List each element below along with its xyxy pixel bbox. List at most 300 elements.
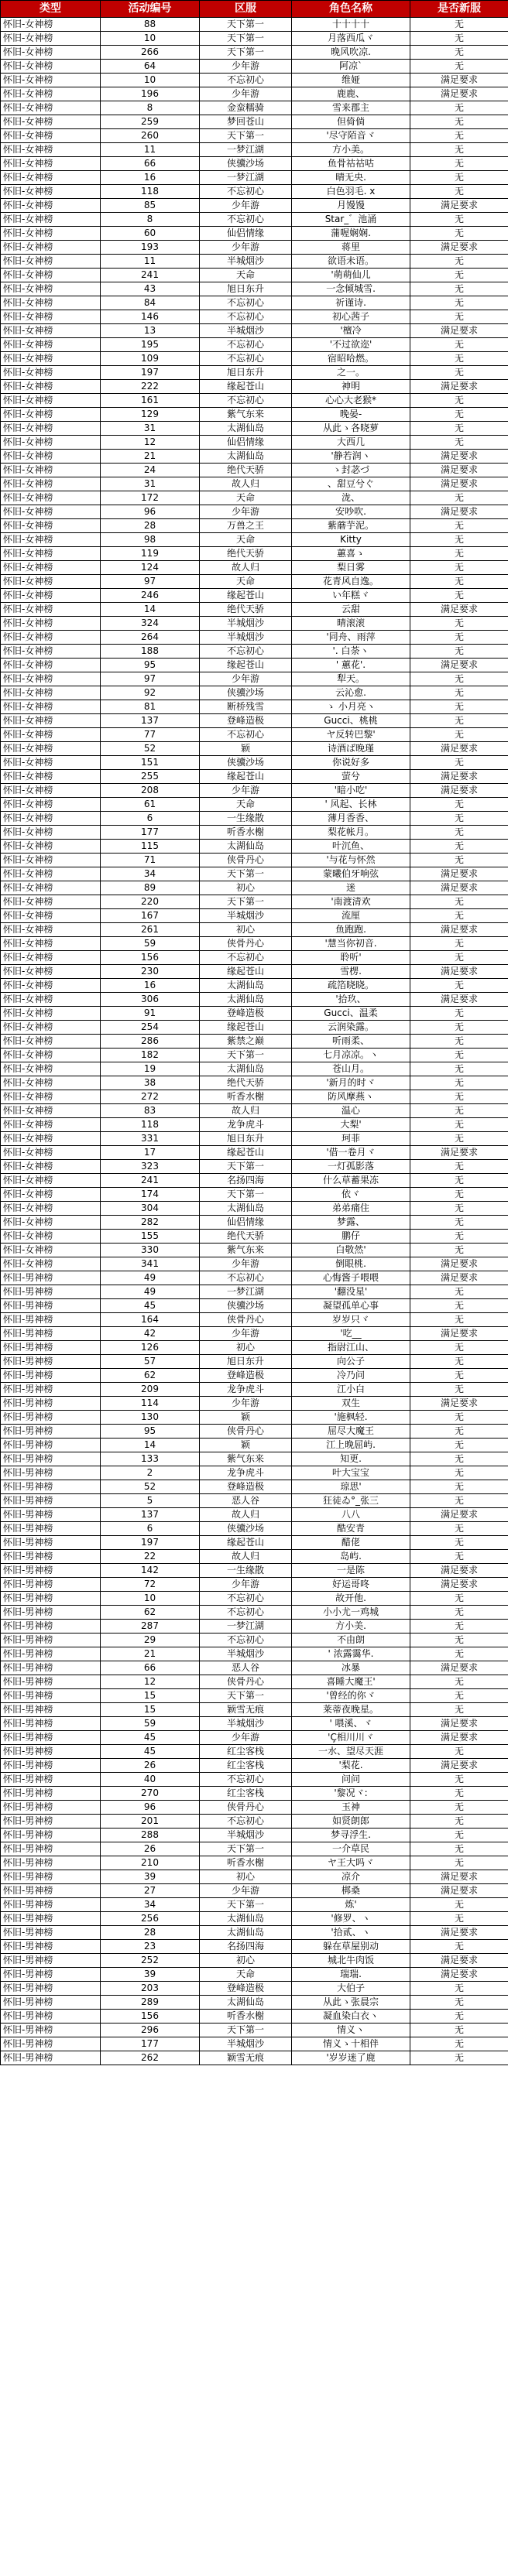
cell-activity-id: 287: [101, 1620, 200, 1634]
cell-type: 怀旧-女神榜: [1, 1090, 101, 1104]
cell-server: 初心: [200, 881, 292, 895]
cell-type: 怀旧-男神榜: [1, 1703, 101, 1717]
cell-role-name: 江小白: [292, 1383, 410, 1397]
cell-type: 怀旧-女神榜: [1, 1174, 101, 1188]
cell-server: 半城烟沙: [200, 617, 292, 631]
cell-role-name: 温心: [292, 1104, 410, 1118]
cell-type: 怀旧-女神榜: [1, 394, 101, 408]
cell-server: 绝代天骄: [200, 1076, 292, 1090]
cell-type: 怀旧-男神榜: [1, 1773, 101, 1787]
cell-server: 缘起苍山: [200, 659, 292, 672]
cell-new-server: 无: [410, 1982, 508, 1996]
cell-type: 怀旧-女神榜: [1, 269, 101, 282]
cell-server: 初心: [200, 1870, 292, 1884]
cell-new-server: 无: [410, 895, 508, 909]
cell-role-name: 从此ゝ各晓萝: [292, 422, 410, 436]
cell-server: 天下第一: [200, 1188, 292, 1202]
cell-activity-id: 34: [101, 1898, 200, 1912]
cell-new-server: 满足要求: [410, 1661, 508, 1675]
table-row: [1, 324, 508, 338]
cell-activity-id: 196: [101, 87, 200, 101]
cell-new-server: 无: [410, 1787, 508, 1801]
cell-server: 颖雪无痕: [200, 2051, 292, 2065]
cell-server: 听香水榭: [200, 2010, 292, 2024]
cell-type: 怀旧-女神榜: [1, 450, 101, 464]
table-row: [1, 826, 508, 840]
cell-type: 怀旧-女神榜: [1, 645, 101, 659]
table-row: [1, 1202, 508, 1216]
cell-role-name: '梨花.: [292, 1759, 410, 1773]
cell-type: 怀旧-女神榜: [1, 1118, 101, 1132]
cell-server: 绝代天骄: [200, 1230, 292, 1244]
table-row: [1, 1049, 508, 1062]
cell-type: 怀旧-男神榜: [1, 1801, 101, 1815]
table-row: [1, 728, 508, 742]
cell-activity-id: 119: [101, 547, 200, 561]
cell-type: 怀旧-男神榜: [1, 1661, 101, 1675]
table-row: [1, 1606, 508, 1620]
cell-role-name: 方小美.: [292, 1620, 410, 1634]
cell-role-name: い年糕ヾ: [292, 589, 410, 603]
cell-activity-id: 210: [101, 1856, 200, 1870]
cell-type: 怀旧-男神榜: [1, 1439, 101, 1452]
cell-role-name: 紫蘑芋泥。: [292, 519, 410, 533]
cell-activity-id: 208: [101, 784, 200, 798]
cell-activity-id: 241: [101, 269, 200, 282]
cell-new-server: 满足要求: [410, 1146, 508, 1160]
cell-new-server: 无: [410, 1202, 508, 1216]
cell-new-server: 无: [410, 352, 508, 366]
table-row: [1, 854, 508, 867]
cell-role-name: 指尉江山、: [292, 1341, 410, 1355]
cell-new-server: 无: [410, 840, 508, 854]
cell-new-server: 无: [410, 1745, 508, 1759]
cell-server: 少年游: [200, 1731, 292, 1745]
cell-new-server: 满足要求: [410, 505, 508, 519]
table-row: [1, 2024, 508, 2037]
cell-new-server: 无: [410, 1313, 508, 1327]
cell-activity-id: 262: [101, 2051, 200, 2065]
cell-server: 不忘初心: [200, 1606, 292, 1620]
table-row: [1, 1369, 508, 1383]
table-row: [1, 366, 508, 380]
cell-activity-id: 59: [101, 1717, 200, 1731]
cell-new-server: 无: [410, 519, 508, 533]
cell-server: 太湖仙岛: [200, 993, 292, 1007]
cell-server: 绝代天骄: [200, 603, 292, 617]
cell-type: 怀旧-女神榜: [1, 1062, 101, 1076]
cell-type: 怀旧-男神榜: [1, 1856, 101, 1870]
cell-role-name: 双生: [292, 1397, 410, 1411]
table-row: [1, 1216, 508, 1230]
table-row: [1, 450, 508, 464]
table-row: [1, 895, 508, 909]
cell-role-name: 白敬然': [292, 1244, 410, 1257]
cell-server: 侠骨丹心: [200, 1425, 292, 1439]
cell-role-name: ヤ反转巴黎': [292, 728, 410, 742]
cell-role-name: 梆桑: [292, 1884, 410, 1898]
table-row: [1, 1494, 508, 1508]
cell-new-server: 无: [410, 1522, 508, 1536]
cell-role-name: 从此ゝ张晨宗: [292, 1996, 410, 2010]
cell-activity-id: 84: [101, 296, 200, 310]
cell-new-server: 无: [410, 1355, 508, 1369]
cell-new-server: 满足要求: [410, 324, 508, 338]
cell-type: 怀旧-女神榜: [1, 352, 101, 366]
table-row: [1, 1452, 508, 1466]
table-row: [1, 1661, 508, 1675]
cell-role-name: 小小尤一鸡城: [292, 1606, 410, 1620]
cell-role-name: 喜睡大魔王': [292, 1675, 410, 1689]
cell-activity-id: 146: [101, 310, 200, 324]
cell-type: 怀旧-女神榜: [1, 157, 101, 171]
cell-server: 不忘初心: [200, 185, 292, 199]
cell-new-server: 无: [410, 1244, 508, 1257]
cell-activity-id: 261: [101, 923, 200, 937]
cell-activity-id: 137: [101, 1508, 200, 1522]
table-row: [1, 185, 508, 199]
cell-server: 龙争虎斗: [200, 1118, 292, 1132]
cell-type: 怀旧-女神榜: [1, 547, 101, 561]
cell-server: 一梦江湖: [200, 1285, 292, 1299]
cell-activity-id: 89: [101, 881, 200, 895]
cell-server: 登峰造极: [200, 1480, 292, 1494]
cell-activity-id: 256: [101, 1912, 200, 1926]
cell-type: 怀旧-女神榜: [1, 60, 101, 74]
table-row: [1, 1550, 508, 1564]
cell-activity-id: 96: [101, 505, 200, 519]
cell-role-name: 大西几: [292, 436, 410, 450]
cell-activity-id: 156: [101, 951, 200, 965]
cell-server: 仙侣情缘: [200, 227, 292, 241]
cell-type: 怀旧-女神榜: [1, 115, 101, 129]
cell-new-server: 无: [410, 826, 508, 840]
cell-activity-id: 92: [101, 686, 200, 700]
cell-role-name: 心悔酱子喂喂: [292, 1271, 410, 1285]
cell-type: 怀旧-女神榜: [1, 686, 101, 700]
cell-role-name: 一是陈: [292, 1564, 410, 1578]
cell-new-server: 无: [410, 1996, 508, 2010]
cell-new-server: 无: [410, 1815, 508, 1829]
cell-new-server: 无: [410, 547, 508, 561]
cell-new-server: 无: [410, 1132, 508, 1146]
table-row: [1, 686, 508, 700]
cell-server: 初心: [200, 923, 292, 937]
cell-activity-id: 62: [101, 1369, 200, 1383]
cell-activity-id: 296: [101, 2024, 200, 2037]
cell-server: 半城烟沙: [200, 255, 292, 269]
cell-activity-id: 96: [101, 1801, 200, 1815]
table-row: [1, 60, 508, 74]
cell-server: 半城烟沙: [200, 1717, 292, 1731]
cell-role-name: 祈谨诗.: [292, 296, 410, 310]
cell-activity-id: 77: [101, 728, 200, 742]
cell-type: 怀旧-男神榜: [1, 1327, 101, 1341]
cell-role-name: 白色羽毛. x: [292, 185, 410, 199]
cell-server: 天下第一: [200, 1898, 292, 1912]
cell-type: 怀旧-女神榜: [1, 533, 101, 547]
cell-role-name: '拾玖、: [292, 993, 410, 1007]
table-row: [1, 1466, 508, 1480]
cell-new-server: 满足要求: [410, 1884, 508, 1898]
cell-new-server: 无: [410, 575, 508, 589]
table-row: [1, 1425, 508, 1439]
cell-role-name: 冰暴: [292, 1661, 410, 1675]
cell-role-name: 晴滚滚: [292, 617, 410, 631]
cell-type: 怀旧-男神榜: [1, 1759, 101, 1773]
cell-server: 不忘初心: [200, 394, 292, 408]
cell-role-name: 云甜: [292, 603, 410, 617]
header-activity-id: 活动编号: [101, 1, 200, 18]
cell-new-server: 无: [410, 937, 508, 951]
cell-activity-id: 172: [101, 491, 200, 505]
cell-activity-id: 2: [101, 1466, 200, 1480]
cell-type: 怀旧-女神榜: [1, 993, 101, 1007]
cell-server: 颖: [200, 1411, 292, 1425]
cell-role-name: 炼': [292, 1898, 410, 1912]
cell-type: 怀旧-女神榜: [1, 1049, 101, 1062]
table-row: [1, 1383, 508, 1397]
cell-type: 怀旧-女神榜: [1, 770, 101, 784]
cell-server: 绝代天骄: [200, 547, 292, 561]
cell-new-server: 无: [410, 1160, 508, 1174]
cell-activity-id: 331: [101, 1132, 200, 1146]
cell-role-name: 雪楞.: [292, 965, 410, 979]
table-row: [1, 700, 508, 714]
cell-server: 侠骥沙场: [200, 1299, 292, 1313]
cell-server: 太湖仙岛: [200, 422, 292, 436]
cell-new-server: 无: [410, 1341, 508, 1355]
cell-server: 太湖仙岛: [200, 840, 292, 854]
table-row: [1, 1634, 508, 1647]
cell-type: 怀旧-男神榜: [1, 1884, 101, 1898]
cell-activity-id: 195: [101, 338, 200, 352]
cell-new-server: 无: [410, 1452, 508, 1466]
table-row: [1, 1801, 508, 1815]
cell-activity-id: 97: [101, 575, 200, 589]
cell-role-name: 初心茜子: [292, 310, 410, 324]
table-row: [1, 1717, 508, 1731]
cell-role-name: 迷: [292, 881, 410, 895]
cell-role-name: 酷安青: [292, 1522, 410, 1536]
table-row: [1, 227, 508, 241]
cell-activity-id: 95: [101, 659, 200, 672]
cell-role-name: 欲语未语。: [292, 255, 410, 269]
cell-activity-id: 26: [101, 1842, 200, 1856]
cell-new-server: 无: [410, 700, 508, 714]
cell-new-server: 满足要求: [410, 450, 508, 464]
table-row: [1, 714, 508, 728]
cell-role-name: 好运哥咚: [292, 1578, 410, 1592]
cell-server: 仙侣情缘: [200, 436, 292, 450]
table-row: [1, 1285, 508, 1299]
cell-role-name: 、甜豆兮ぐ: [292, 477, 410, 491]
cell-activity-id: 10: [101, 32, 200, 46]
cell-role-name: 花青风自逸。: [292, 575, 410, 589]
table-row: [1, 18, 508, 32]
cell-server: 登峰造极: [200, 1369, 292, 1383]
table-row: [1, 840, 508, 854]
cell-role-name: 流厘: [292, 909, 410, 923]
cell-role-name: Gucci、温柔: [292, 1007, 410, 1021]
cell-role-name: 安吵吹.: [292, 505, 410, 519]
cell-server: 太湖仙岛: [200, 1926, 292, 1940]
cell-new-server: 无: [410, 1383, 508, 1397]
cell-type: 怀旧-女神榜: [1, 46, 101, 60]
cell-server: 少年游: [200, 1327, 292, 1341]
table-row: [1, 46, 508, 60]
cell-role-name: 月落西瓜ヾ: [292, 32, 410, 46]
table-row: [1, 1675, 508, 1689]
cell-server: 不忘初心: [200, 352, 292, 366]
cell-activity-id: 16: [101, 979, 200, 993]
cell-activity-id: 288: [101, 1829, 200, 1842]
cell-new-server: 无: [410, 1592, 508, 1606]
table-row: [1, 1856, 508, 1870]
table-row: [1, 1007, 508, 1021]
cell-type: 怀旧-女神榜: [1, 1244, 101, 1257]
cell-activity-id: 49: [101, 1285, 200, 1299]
cell-server: 登峰造极: [200, 714, 292, 728]
table-row: [1, 310, 508, 324]
table-row: [1, 923, 508, 937]
cell-type: 怀旧-女神榜: [1, 477, 101, 491]
cell-role-name: 你说好多: [292, 756, 410, 770]
cell-type: 怀旧-女神榜: [1, 714, 101, 728]
cell-activity-id: 38: [101, 1076, 200, 1090]
table-row: [1, 338, 508, 352]
cell-activity-id: 220: [101, 895, 200, 909]
cell-new-server: 无: [410, 1494, 508, 1508]
table-row: [1, 547, 508, 561]
cell-role-name: '拾贰、ヽ: [292, 1926, 410, 1940]
table-row: [1, 115, 508, 129]
cell-new-server: 无: [410, 60, 508, 74]
cell-type: 怀旧-女神榜: [1, 979, 101, 993]
cell-activity-id: 27: [101, 1884, 200, 1898]
cell-role-name: 鱼骨祜祜咕: [292, 157, 410, 171]
cell-server: 颖: [200, 1439, 292, 1452]
cell-type: 怀旧-女神榜: [1, 129, 101, 143]
cell-server: 缘起苍山: [200, 1146, 292, 1160]
cell-activity-id: 71: [101, 854, 200, 867]
cell-type: 怀旧-男神榜: [1, 1313, 101, 1327]
cell-new-server: 无: [410, 338, 508, 352]
cell-new-server: 满足要求: [410, 881, 508, 895]
table-row: [1, 87, 508, 101]
cell-server: 少年游: [200, 1397, 292, 1411]
table-row: [1, 1132, 508, 1146]
cell-activity-id: 246: [101, 589, 200, 603]
cell-role-name: '檀冷: [292, 324, 410, 338]
cell-server: 绝代天骄: [200, 464, 292, 477]
cell-activity-id: 5: [101, 1494, 200, 1508]
cell-type: 怀旧-女神榜: [1, 227, 101, 241]
cell-type: 怀旧-女神榜: [1, 881, 101, 895]
cell-type: 怀旧-男神榜: [1, 1968, 101, 1982]
cell-new-server: 无: [410, 213, 508, 227]
cell-server: 天命: [200, 575, 292, 589]
table-row: [1, 74, 508, 87]
cell-activity-id: 40: [101, 1773, 200, 1787]
table-row: [1, 1118, 508, 1132]
table-row: [1, 464, 508, 477]
cell-type: 怀旧-女神榜: [1, 909, 101, 923]
cell-new-server: 满足要求: [410, 1257, 508, 1271]
cell-server: 故人归: [200, 1508, 292, 1522]
cell-activity-id: 174: [101, 1188, 200, 1202]
cell-activity-id: 155: [101, 1230, 200, 1244]
cell-role-name: 晚晏-: [292, 408, 410, 422]
cell-type: 怀旧-女神榜: [1, 491, 101, 505]
cell-activity-id: 209: [101, 1383, 200, 1397]
cell-role-name: '黎况ヾ:: [292, 1787, 410, 1801]
cell-role-name: Kitty: [292, 533, 410, 547]
cell-type: 怀旧-男神榜: [1, 2051, 101, 2065]
cell-activity-id: 8: [101, 101, 200, 115]
cell-new-server: 无: [410, 115, 508, 129]
cell-role-name: 岁岁只ヾ: [292, 1313, 410, 1327]
cell-activity-id: 11: [101, 143, 200, 157]
table-row: [1, 631, 508, 645]
cell-role-name: 蒋里: [292, 241, 410, 255]
table-row: [1, 408, 508, 422]
cell-activity-id: 19: [101, 1062, 200, 1076]
table-row: [1, 1884, 508, 1898]
cell-type: 怀旧-女神榜: [1, 241, 101, 255]
cell-activity-id: 264: [101, 631, 200, 645]
cell-role-name: '静若润ヽ: [292, 450, 410, 464]
table-row: [1, 881, 508, 895]
cell-new-server: 满足要求: [410, 965, 508, 979]
cell-role-name: '岁岁迷了鹿: [292, 2051, 410, 2065]
table-row: [1, 1439, 508, 1452]
table-row: [1, 296, 508, 310]
cell-new-server: 满足要求: [410, 1397, 508, 1411]
cell-type: 怀旧-女神榜: [1, 617, 101, 631]
cell-type: 怀旧-女神榜: [1, 1230, 101, 1244]
cell-role-name: 知更.: [292, 1452, 410, 1466]
cell-server: 侠骥沙场: [200, 686, 292, 700]
cell-type: 怀旧-女神榜: [1, 143, 101, 157]
table-row: [1, 477, 508, 491]
cell-new-server: 无: [410, 1425, 508, 1439]
cell-server: 龙争虎斗: [200, 1466, 292, 1480]
cell-new-server: 无: [410, 672, 508, 686]
cell-new-server: 无: [410, 157, 508, 171]
cell-server: 旭日东升: [200, 366, 292, 380]
cell-new-server: 无: [410, 1912, 508, 1926]
cell-new-server: 无: [410, 1062, 508, 1076]
cell-role-name: '同舟、雨萍: [292, 631, 410, 645]
cell-new-server: 满足要求: [410, 1271, 508, 1285]
cell-role-name: 维娅: [292, 74, 410, 87]
cell-activity-id: 26: [101, 1759, 200, 1773]
cell-activity-id: 126: [101, 1341, 200, 1355]
cell-type: 怀旧-男神榜: [1, 1829, 101, 1842]
table-row: [1, 1090, 508, 1104]
cell-type: 怀旧-女神榜: [1, 840, 101, 854]
cell-role-name: 晴无央.: [292, 171, 410, 185]
table-row: [1, 909, 508, 923]
cell-new-server: 无: [410, 1675, 508, 1689]
table-row: [1, 269, 508, 282]
cell-new-server: 无: [410, 589, 508, 603]
cell-type: 怀旧-女神榜: [1, 324, 101, 338]
cell-role-name: 蒲喔娴娴.: [292, 227, 410, 241]
cell-type: 怀旧-男神榜: [1, 1383, 101, 1397]
cell-type: 怀旧-女神榜: [1, 728, 101, 742]
